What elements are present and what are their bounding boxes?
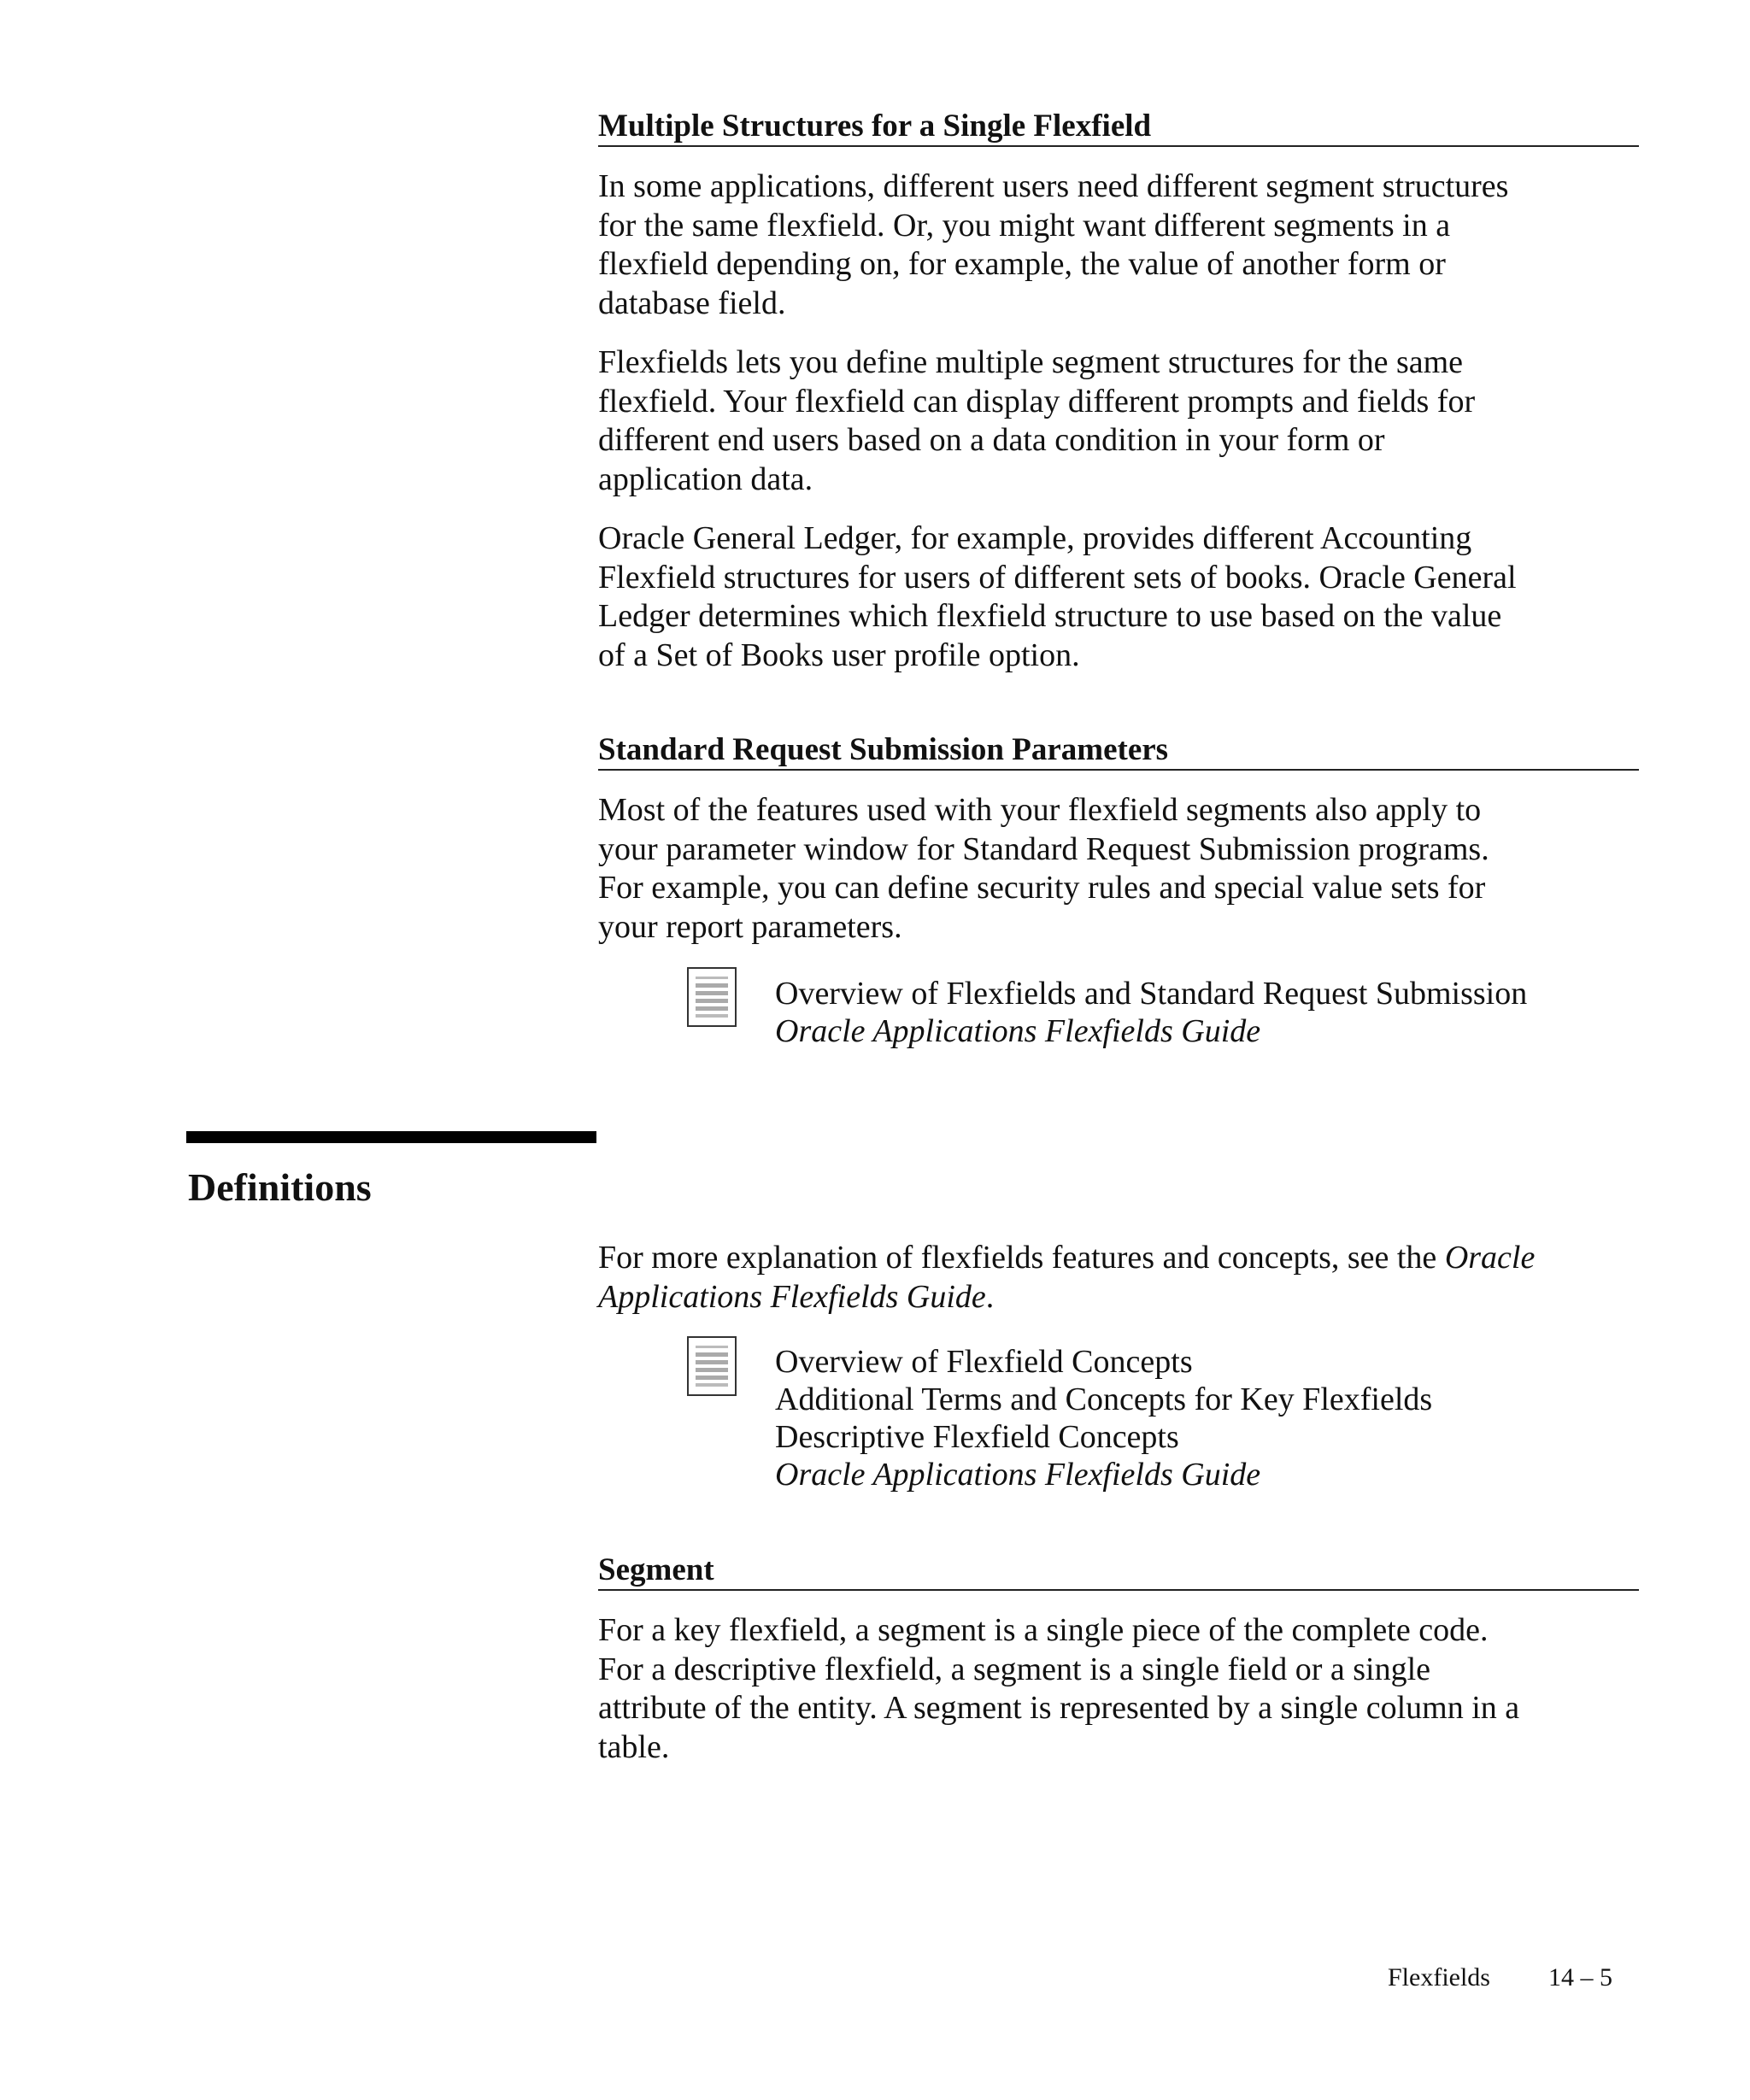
text-line: your report parameters. <box>598 908 902 945</box>
guide-reference-italic: Oracle <box>1444 1240 1536 1276</box>
text-line: flexfield depending on, for example, the value of another form or <box>598 246 1446 282</box>
reference-list-definitions <box>775 1343 1715 1493</box>
reference-guide-title: Oracle Applications Flexfields Guide <box>775 1457 1261 1493</box>
reference-topic: Additional Terms and Concepts for Key Flexfields <box>775 1381 1433 1417</box>
book-reference-icon <box>687 1336 737 1396</box>
paragraph-segment <box>598 1611 1639 1767</box>
footer-page-number: 14 – 5 <box>1548 1963 1612 1991</box>
section-divider-bar <box>186 1131 596 1143</box>
text-line: flexfield. Your flexfield can display different prompts and fields for <box>598 383 1476 419</box>
paragraph-multiple-structures-3 <box>598 519 1639 675</box>
text-line: For example, you can define security rules and special value sets for <box>598 870 1486 906</box>
text-line <box>598 1239 1639 1278</box>
paragraph-definitions-intro <box>598 1239 1639 1317</box>
text-line: Most of the features used with your flexfield segments also apply to <box>598 792 1482 828</box>
text-line <box>598 1278 1639 1317</box>
text-line: your parameter window for Standard Request Submission programs. <box>598 830 1489 867</box>
guide-reference-italic: Applications Flexfields Guide <box>598 1278 986 1315</box>
section-heading-multiple-structures: Multiple Structures for a Single Flexfield <box>598 108 1639 147</box>
reference-topic: Overview of Flexfield Concepts <box>775 1344 1193 1380</box>
text-line: for the same flexfield. Or, you might want different segments in a <box>598 207 1451 243</box>
intro-text: . <box>985 1278 995 1315</box>
section-heading-srs-parameters: Standard Request Submission Parameters <box>598 731 1639 771</box>
section-heading-segment: Segment <box>598 1552 1639 1591</box>
text-line: Flexfields lets you define multiple segment structures for the same <box>598 344 1464 380</box>
paragraph-srs-parameters <box>598 791 1639 947</box>
text-line: For a key flexfield, a segment is a single piece of the complete code. <box>598 1612 1489 1648</box>
reference-topic: Descriptive Flexfield Concepts <box>775 1419 1179 1455</box>
text-line: table. <box>598 1728 670 1765</box>
paragraph-multiple-structures-1 <box>598 167 1639 323</box>
book-reference-icon <box>687 967 737 1027</box>
text-line: attribute of the entity. A segment is represented by a single column in a <box>598 1690 1520 1726</box>
text-line: database field. <box>598 284 786 321</box>
text-line: For a descriptive flexfield, a segment is a single field or a single <box>598 1651 1430 1687</box>
text-line: different end users based on a data condition in your form or <box>598 422 1385 458</box>
major-heading-definitions: Definitions <box>188 1165 372 1209</box>
text-line: In some applications, different users need different segment structures <box>598 168 1509 204</box>
text-line: Ledger determines which flexfield structure to use based on the value <box>598 598 1502 634</box>
text-line: application data. <box>598 460 813 497</box>
footer-chapter-name: Flexfields <box>1388 1963 1490 1991</box>
intro-text: For more explanation of flexfields features and concepts, see the <box>598 1240 1445 1276</box>
reference-guide-title: Oracle Applications Flexfields Guide <box>775 1013 1261 1049</box>
text-line: of a Set of Books user profile option. <box>598 636 1080 673</box>
text-line: Flexfield structures for users of different sets of books. Oracle General <box>598 559 1517 595</box>
paragraph-multiple-structures-2 <box>598 343 1639 499</box>
text-line: Oracle General Ledger, for example, provides different Accounting <box>598 520 1472 556</box>
reference-topic: Overview of Flexfields and Standard Request Submission <box>775 976 1528 1012</box>
reference-list-srs <box>775 975 1715 1050</box>
